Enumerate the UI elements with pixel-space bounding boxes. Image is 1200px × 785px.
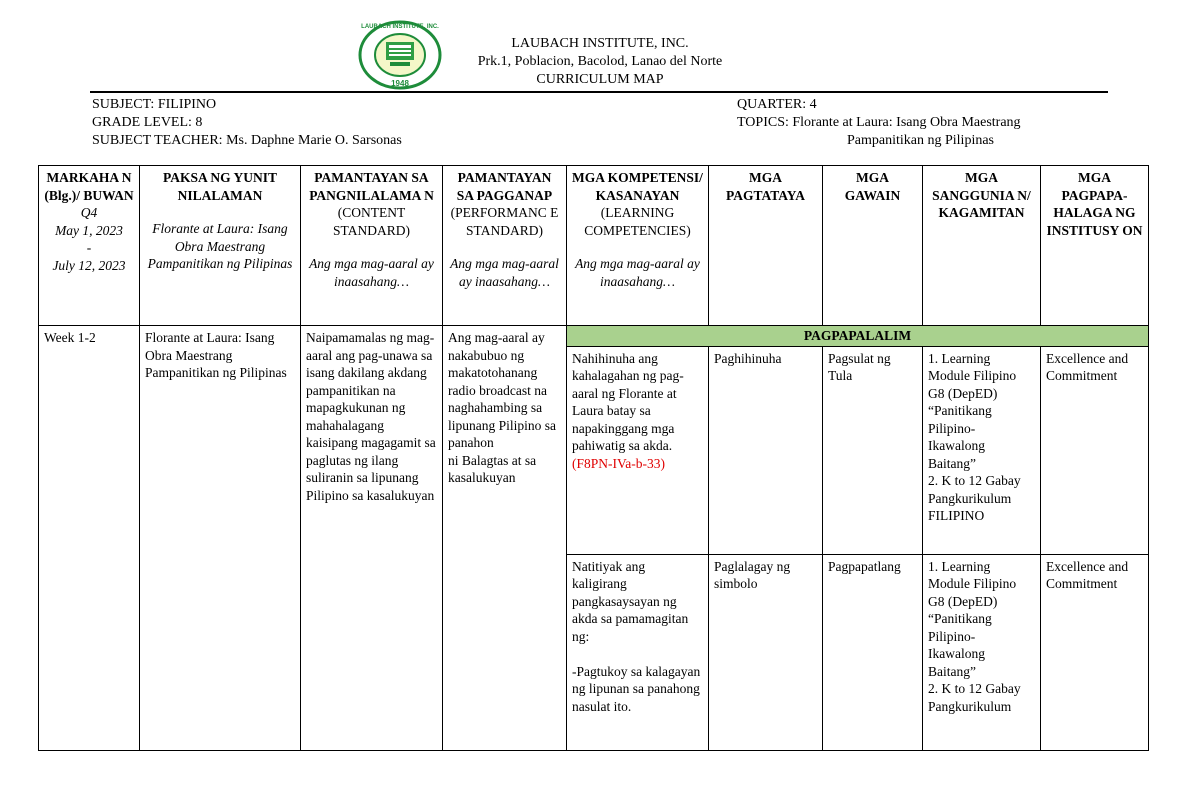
svg-text:LAUBACH INSTITUTE, INC.: LAUBACH INSTITUTE, INC. — [361, 24, 439, 30]
topics-continuation: Pampanitikan ng Pilipinas — [847, 133, 994, 148]
col-gawain-title: MGA GAWAIN — [844, 170, 901, 203]
document-title: CURRICULUM MAP — [536, 72, 664, 87]
grade-level-label: GRADE LEVEL: 8 — [92, 115, 203, 130]
col-content-standard-sub: (CONTENT STANDARD) — [333, 205, 410, 238]
content-standard-cell: Naipamamalas ng mag-aaral ang pag-unawa sa isang dakilang akdang pampanitikan na mapagkukunan ng mahahalagang kaisipang magagamit sa paglutas ng ilang suliranin sa lipunang Pilipino sa kasalukuyan — [301, 326, 443, 751]
col-performance-standard-sub: (PERFORMANC E STANDARD) — [450, 205, 559, 238]
date-range: May 1, 2023 - July 12, 2023 — [52, 222, 126, 273]
col-paksa — [140, 166, 301, 326]
values-cell: Excellence and Commitment — [1041, 554, 1149, 750]
col-sanggunian — [923, 166, 1041, 326]
col-pagpapahalaga — [1041, 166, 1149, 326]
col-competencies-note: Ang mga mag-aaral ay inaasahang… — [575, 256, 700, 289]
col-pagtataya-title: MGA PAGTATAYA — [725, 170, 806, 203]
col-content-standard — [301, 166, 443, 326]
col-pagtataya — [709, 166, 823, 326]
competency-text: Nahihinuha ang kahalagahan ng pag-aaral ng Florante at Laura batay sa napakinggang mga pahiwatig sa akda. — [572, 350, 684, 453]
assessment-cell: Paghihinuha — [709, 346, 823, 554]
col-gawain — [823, 166, 923, 326]
col-content-standard-title: PAMANTAYAN SA PANGNILALAMA N — [309, 170, 434, 203]
col-markahan-title: MARKAHA N (Blg.)/ BUWAN — [44, 170, 134, 203]
quarter-code: Q4 — [80, 205, 98, 220]
values-cell: Excellence and Commitment — [1041, 346, 1149, 554]
topics-label: TOPICS: Florante at Laura: Isang Obra Maestrang — [737, 115, 1021, 130]
col-performance-standard — [443, 166, 567, 326]
teacher-label: SUBJECT TEACHER: — [92, 133, 223, 148]
competency-code: (F8PN-IVa-b-33) — [572, 455, 665, 471]
activity-cell: Pagsulat ng Tula — [823, 346, 923, 554]
institution-address: Prk.1, Poblacion, Bacolod, Lanao del Norte — [477, 54, 723, 69]
col-performance-standard-title: PAMANTAYAN SA PAGGANAP — [456, 170, 553, 203]
activity-cell: Pagpapatlang — [823, 554, 923, 750]
topic-cell: Florante at Laura: Isang Obra Maestrang Pampanitikan ng Pilipinas — [140, 326, 301, 751]
document-header — [440, 35, 760, 89]
col-markahan — [39, 166, 140, 326]
assessment-cell: Paglalagay ng simbolo — [709, 554, 823, 750]
header-row — [39, 166, 1149, 326]
svg-text:1948: 1948 — [391, 79, 409, 88]
quarter-label: QUARTER: 4 — [737, 97, 817, 112]
teacher-name: Ms. Daphne Marie O. Sarsonas — [226, 133, 402, 148]
col-competencies-title: MGA KOMPETENSI/ KASANAYAN — [572, 170, 703, 203]
header-divider — [90, 91, 1108, 93]
col-paksa-sub: Florante at Laura: Isang Obra Maestrang Pampanitikan ng Pilipinas — [147, 221, 293, 271]
competency-cell: Natitiyak ang kaligirang pangkasaysayan ng akda sa pamamagitan ng: -Pagtukoy sa kalagayan ng lipunan sa panahong nasulat ito. — [567, 554, 709, 750]
performance-standard-cell: Ang mag-aaral ay nakabubuo ng makatotohanang radio broadcast na naghahambing sa lipunang Pilipino sa panahon ni Balagtas at sa kasalukuyan — [443, 326, 567, 751]
col-performance-standard-note: Ang mga mag-aaral ay inaasahang… — [450, 256, 559, 289]
resources-cell: 1. Learning Module Filipino G8 (DepED) “Panitikang Pilipino- Ikawalong Baitang” 2. K to 12 Gabay Pangkurikulum FILIPINO — [923, 346, 1041, 554]
col-sanggunian-title: MGA SANGGUNIA N/ KAGAMITAN — [932, 170, 1031, 220]
col-pagpapahalaga-title: MGA PAGPAPA-HALAGA NG INSTITUSY ON — [1046, 170, 1143, 238]
week-cell: Week 1-2 — [39, 326, 140, 751]
curriculum-map-table — [38, 165, 1149, 751]
competency-cell — [567, 346, 709, 554]
col-paksa-title: PAKSA NG YUNIT NILALAMAN — [162, 170, 277, 203]
col-competencies — [567, 166, 709, 326]
col-competencies-sub: (LEARNING COMPETENCIES) — [584, 205, 691, 238]
institution-name: LAUBACH INSTITUTE, INC. — [511, 36, 689, 51]
col-content-standard-note: Ang mga mag-aaral ay inaasahang… — [309, 256, 434, 289]
institute-logo-icon — [358, 20, 442, 90]
section-row — [39, 326, 1149, 347]
subject-label: SUBJECT: FILIPINO — [92, 97, 217, 112]
section-bar: PAGPAPALALIM — [567, 326, 1149, 347]
resources-cell: 1. Learning Module Filipino G8 (DepED) “Panitikang Pilipino- Ikawalong Baitang” 2. K to 12 Gabay Pangkurikulum — [923, 554, 1041, 750]
subject-teacher — [92, 132, 402, 150]
